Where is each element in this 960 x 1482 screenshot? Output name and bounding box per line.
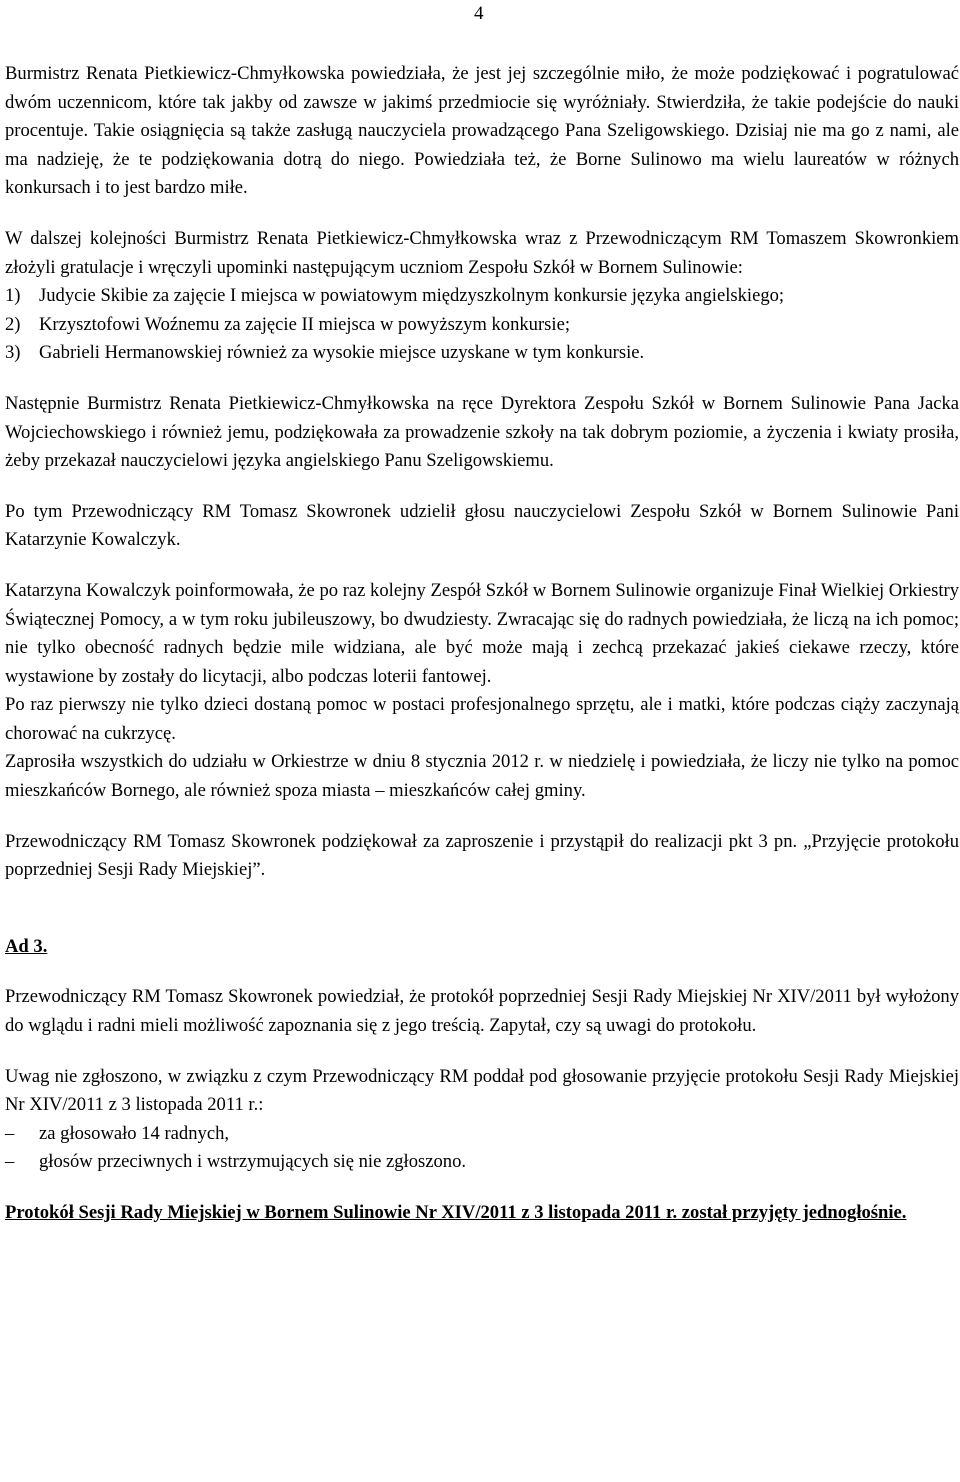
list-item-number: 2) (5, 313, 21, 335)
paragraph-agenda-point: Przewodniczący RM Tomasz Skowronek podziękował za zaproszenie i przystąpił do realizacji pkt 3 pn. „Przyjęcie protokołu poprzedniej Sesji Rady Miejskiej”. (5, 830, 959, 881)
list-item-number: 3) (5, 342, 21, 364)
vote-results-list (5, 1120, 959, 1177)
paragraph-burmistrz-thanks: Burmistrz Renata Pietkiewicz-Chmyłkowska powiedziała, że jest jej szczególnie miło, że może podziękować i pogratulować dwóm uczennicom, które tak jakby od zawsze w jakimś przedmiocie się wyróżniały. Stwierdziła, że takie podejście do nauki procentuje. Takie osiągnięcia są także zasługą nauczyciela prowadzącego Pana Szeligowskiego. Dzisiaj nie ma go z nami, ale ma nadzieję, że te podziękowania dotrą do niego. Powiedziała też, że Borne Sulinowo ma wielu laureatów w różnych konkursach i to jest bardzo miłe. (5, 63, 959, 199)
paragraph-wosp-info: Katarzyna Kowalczyk poinformowała, że po raz kolejny Zespół Szkół w Bornem Sulinowie organizuje Finał Wielkiej Orkiestry Świątecznej Pomocy, a w tym roku jubileuszowy, bo dwudziesty. Zwracając się do radnych powiedziała, że liczą na ich pomoc; nie tylko obecność radnych będzie mile widziana, ale być może mają i zechcą przekazać jakieś ciekawe rzeczy, które wystawione by zostały do licytacji, albo podczas loterii fantowej. (5, 579, 959, 687)
list-item-text: Krzysztofowi Woźnemu za zajęcie II miejsca w powyższym konkursie; (39, 313, 570, 335)
list-item-text: Judycie Skibie za zajęcie I miejsca w powiatowym międzyszkolnym konkursie języka angielskiego; (39, 285, 785, 307)
paragraph-protocol-info: Przewodniczący RM Tomasz Skowronek powiedział, że protokół poprzedniej Sesji Rady Miejskiej Nr XIV/2011 był wyłożony do wglądu i radni mieli możliwość zapoznania się z jego treścią. Zapytał, czy są uwagi do protokołu. (5, 986, 959, 1037)
section-heading: Ad 3. (5, 935, 48, 957)
list-item (5, 1120, 959, 1149)
list-item (5, 339, 959, 368)
list-item (5, 311, 959, 340)
list-item (5, 1148, 959, 1177)
paragraph-wosp-invitation: Zaprosiła wszystkich do udziału w Orkiestrze w dniu 8 stycznia 2012 r. w niedzielę i powiedziała, że liczy nie tylko na pomoc mieszkańców Bornego, ale również spoza miasta – mieszkańców całej gminy. (5, 751, 959, 802)
list-item-text: głosów przeciwnych i wstrzymujących się nie zgłoszono. (39, 1151, 467, 1173)
list-item-text: za głosowało 14 radnych, (39, 1122, 230, 1144)
page-number: 4 (474, 3, 484, 24)
paragraph-floor-given: Po tym Przewodniczący RM Tomasz Skowronek udzielił głosu nauczycielowi Zespołu Szkół w Bornem Sulinowie Pani Katarzynie Kowalczyk. (5, 500, 959, 551)
paragraph-wosp-equipment: Po raz pierwszy nie tylko dzieci dostaną pomoc w postaci profesjonalnego sprzętu, ale i matki, które podczas ciąży zaczynają chorować na cukrzycę. (5, 694, 959, 744)
awards-list (5, 282, 959, 368)
dash-bullet: – (5, 1122, 15, 1144)
list-item-number: 1) (5, 285, 21, 307)
resolution-conclusion: Protokół Sesji Rady Miejskiej w Bornem Sulinowie Nr XIV/2011 z 3 listopada 2011 r. został przyjęty jednogłośnie. (5, 1202, 907, 1223)
list-item-text: Gabrieli Hermanowskiej również za wysokie miejsce uzyskane w tym konkursie. (39, 342, 645, 364)
list-item (5, 282, 959, 311)
document-body (5, 60, 959, 1228)
dash-bullet: – (5, 1151, 15, 1173)
paragraph-director-thanks: Następnie Burmistrz Renata Pietkiewicz-Chmyłkowska na ręce Dyrektora Zespołu Szkół w Bornem Sulinowie Pana Jacka Wojciechowskiego i również jemu, podziękowała za prowadzenie szkoły na tak dobrym poziomie, a życzenia i kwiaty prosiła, żeby przekazał nauczycielowi języka angielskiego Panu Szeligowskiemu. (5, 392, 959, 472)
paragraph-vote-intro: Uwag nie zgłoszono, w związku z czym Przewodniczący RM poddał pod głosowanie przyjęcie protokołu Sesji Rady Miejskiej Nr XIV/2011 z 3 listopada 2011 r.: (5, 1065, 959, 1116)
paragraph-gratulations-intro: W dalszej kolejności Burmistrz Renata Pietkiewicz-Chmyłkowska wraz z Przewodniczącym RM Tomaszem Skowronkiem złożyli gratulacje i wręczyli upominki następującym uczniom Zespołu Szkół w Bornem Sulinowie: (5, 227, 959, 278)
